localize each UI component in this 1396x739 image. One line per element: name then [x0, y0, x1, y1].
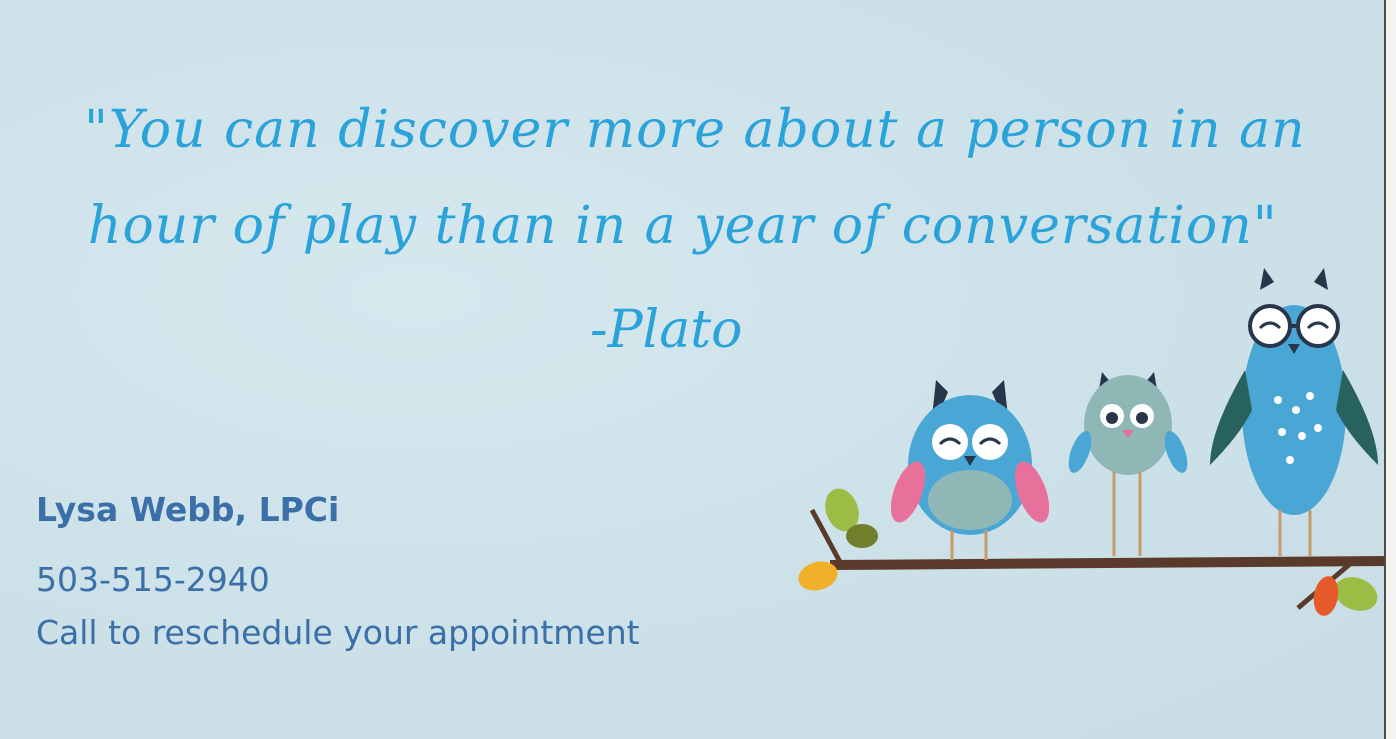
- owl-middle-icon: [1064, 372, 1192, 556]
- owl-left-icon: [884, 380, 1056, 560]
- contact-phone: 503-515-2940: [36, 560, 270, 599]
- quote-line-2: hour of play than in a year of conversation": [88, 196, 1278, 256]
- quote-attribution: -Plato: [590, 300, 743, 360]
- owl-right-icon: [1210, 268, 1378, 556]
- card-edge: [1384, 0, 1396, 739]
- quote-line-1: "You can discover more about a person in an: [84, 100, 1306, 160]
- branch-icon: [812, 510, 1386, 608]
- contact-name: Lysa Webb, LPCi: [36, 490, 340, 529]
- owls-on-branch-icon: [790, 260, 1386, 630]
- reschedule-note: Call to reschedule your appointment: [36, 613, 640, 652]
